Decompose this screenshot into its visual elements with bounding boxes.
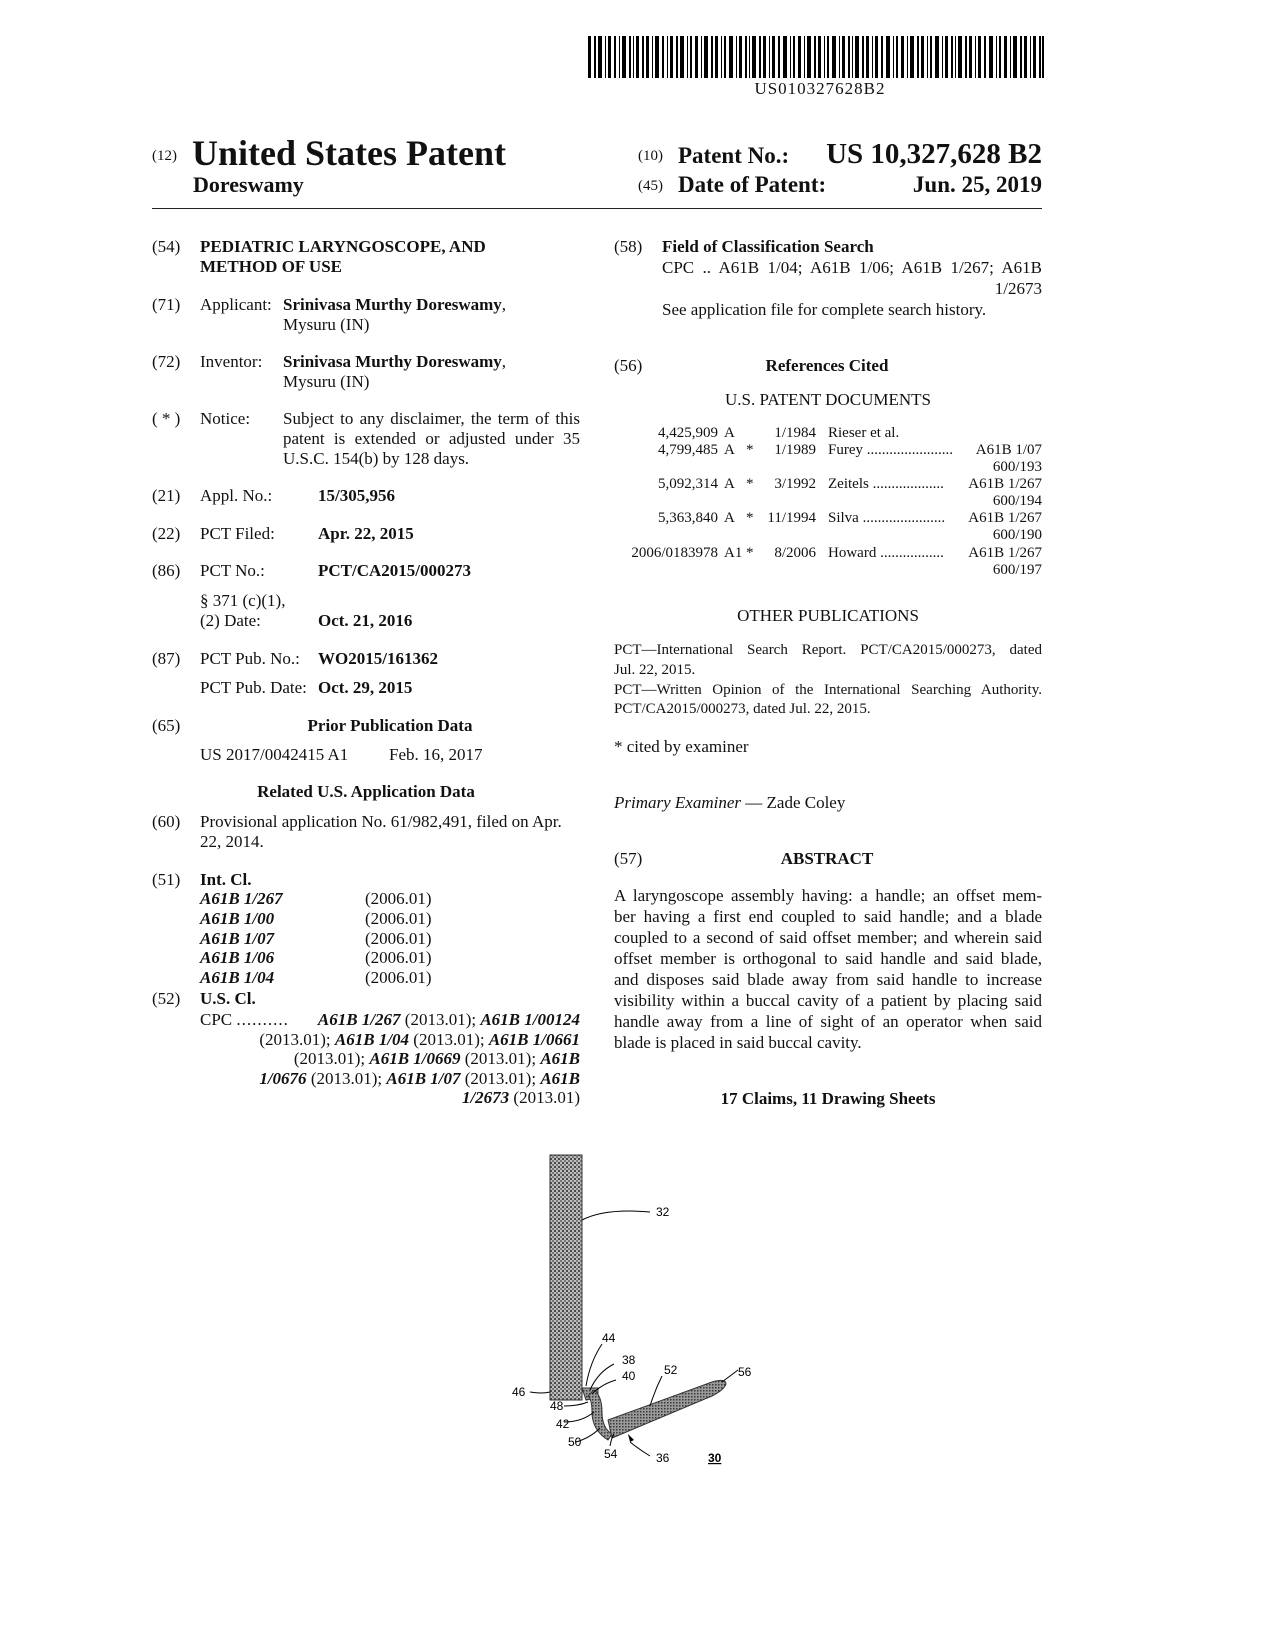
title-line-2: METHOD OF USE: [200, 257, 342, 276]
applicant-name: Srinivasa Murthy Doreswamy,: [283, 295, 507, 314]
pct-no-label: PCT No.:: [200, 561, 265, 580]
inventor-surname: Doreswamy: [193, 172, 304, 197]
ref-star: *: [746, 545, 754, 561]
us-cl-heading: U.S. Cl.: [200, 989, 256, 1008]
ref-date: 11/1994: [767, 510, 816, 526]
abstract-line: offset member is orthogonal to said handle and said blade,: [614, 949, 1042, 968]
int-cl-version: (2006.01): [365, 968, 432, 987]
abstract-line: handle away from a line of sight of an operator when said: [614, 1012, 1042, 1031]
figure-label-52: 52: [664, 1363, 678, 1377]
code-12: (12): [152, 148, 177, 164]
ref-name: Rieser et al.: [828, 425, 900, 441]
figure-label-32: 32: [656, 1205, 670, 1219]
code-65: (65): [152, 716, 181, 735]
ref-class-2: 600/190: [992, 527, 1042, 543]
ref-class-2: 600/194: [992, 493, 1042, 509]
pct-no-value: PCT/CA2015/000273: [318, 561, 471, 580]
ref-star: *: [746, 442, 754, 458]
date-label: Date of Patent:: [678, 172, 827, 197]
ref-class-2: 600/193: [992, 459, 1042, 475]
inventor-label: Inventor:: [200, 352, 263, 371]
pct-pub-date-label: PCT Pub. Date:: [200, 678, 307, 697]
barcode: [588, 36, 1044, 78]
applicant-label: Applicant:: [200, 295, 272, 314]
notice-line-1: Subject to any disclaimer, the term of this: [283, 409, 580, 428]
int-cl-class: A61B 1/04: [200, 968, 275, 987]
int-cl-version: (2006.01): [365, 909, 432, 928]
prior-pub-date: Feb. 16, 2017: [389, 745, 483, 764]
ref-number: 4,425,909: [658, 425, 718, 441]
header-divider: [152, 208, 1042, 209]
abstract-line: visibility within a buccal cavity of a patient by placing said: [614, 991, 1042, 1010]
ref-class: A61B 1/07: [975, 442, 1042, 458]
ref-date: 3/1992: [774, 476, 816, 492]
ref-number: 5,092,314: [658, 476, 718, 492]
pct-pub-date-value: Oct. 29, 2015: [318, 678, 413, 697]
code-60: (60): [152, 812, 181, 831]
abstract-heading: ABSTRACT: [780, 849, 874, 868]
code-56: (56): [614, 356, 643, 375]
pct-pub-no-label: PCT Pub. No.:: [200, 649, 300, 668]
pct-pub-no-value: WO2015/161362: [318, 649, 438, 668]
ref-star: *: [746, 510, 754, 526]
notice-line-2: patent is extended or adjusted under 35: [283, 429, 580, 448]
notice-line-3: U.S.C. 154(b) by 128 days.: [283, 449, 470, 468]
abstract-line: coupled to a second of said offset member; and wherein said: [614, 928, 1042, 947]
figure-label-44: 44: [602, 1331, 616, 1345]
provisional-line-1: Provisional application No. 61/982,491, filed on Apr.: [200, 812, 562, 831]
int-cl-version: (2006.01): [365, 889, 432, 908]
figure-label-36: 36: [656, 1451, 670, 1465]
code-51: (51): [152, 870, 181, 889]
figure-label-56: 56: [738, 1365, 752, 1379]
field-search-cpc-1: CPC .. A61B 1/04; A61B 1/06; A61B 1/267; A61B: [662, 258, 1042, 277]
prior-pub-heading: Prior Publication Data: [307, 716, 473, 735]
ref-star: *: [746, 476, 754, 492]
ref-number: 5,363,840: [658, 510, 718, 526]
document-title: United States Patent: [192, 133, 506, 173]
code-21: (21): [152, 486, 181, 505]
code-notice: ( * ): [152, 409, 181, 428]
code-22: (22): [152, 524, 181, 543]
applicant-location: Mysuru (IN): [283, 315, 370, 334]
code-87: (87): [152, 649, 181, 668]
other-pubs-heading: OTHER PUBLICATIONS: [737, 606, 919, 625]
code-72: (72): [152, 352, 181, 371]
notice-label: Notice:: [200, 409, 251, 428]
s371-date: Oct. 21, 2016: [318, 611, 413, 630]
ref-date: 1/1984: [774, 425, 816, 441]
primary-examiner: Primary Examiner — Zade Coley: [614, 793, 846, 812]
int-cl-heading: Int. Cl.: [200, 870, 252, 889]
int-cl-class: A61B 1/267: [200, 889, 283, 908]
barcode-number: US010327628B2: [754, 79, 886, 98]
code-10: (10): [638, 148, 663, 164]
ref-date: 1/1989: [774, 442, 816, 458]
figure-label-50: 50: [568, 1435, 582, 1449]
related-heading: Related U.S. Application Data: [257, 782, 475, 801]
cpc-line-5: 1/2673 (2013.01): [461, 1088, 580, 1107]
figure-label-46: 46: [512, 1385, 526, 1399]
ref-class: A61B 1/267: [968, 510, 1042, 526]
laryngoscope-figure: [490, 1150, 790, 1480]
s371-line-2: (2) Date:: [200, 611, 261, 630]
ref-number: 2006/0183978: [631, 545, 718, 561]
ref-class-2: 600/197: [992, 562, 1042, 578]
appl-no-value: 15/305,956: [318, 486, 395, 505]
ref-kind: A: [724, 476, 735, 492]
ref-name: Silva ......................: [828, 510, 946, 526]
cpc-line-4: 1/0676 (2013.01); A61B 1/07 (2013.01); A61B: [259, 1069, 580, 1088]
int-cl-version: (2006.01): [365, 929, 432, 948]
code-86: (86): [152, 561, 181, 580]
references-heading: References Cited: [765, 356, 889, 375]
cpc-line-2: (2013.01); A61B 1/04 (2013.01); A61B 1/0661: [259, 1030, 580, 1049]
cpc-line-1: CPC ..........: [200, 1010, 289, 1029]
cpc-line-1-codes: A61B 1/267 (2013.01); A61B 1/00124: [317, 1010, 580, 1029]
pct-filed-value: Apr. 22, 2015: [318, 524, 414, 543]
ref-kind: A: [724, 510, 735, 526]
patent-number: US 10,327,628 B2: [826, 138, 1042, 170]
ref-date: 8/2006: [774, 545, 816, 561]
claims-summary: 17 Claims, 11 Drawing Sheets: [720, 1089, 936, 1108]
handle: [550, 1155, 582, 1400]
other-pub-2-line-2: PCT/CA2015/000273, dated Jul. 22, 2015.: [614, 701, 871, 717]
provisional-line-2: 22, 2014.: [200, 832, 264, 851]
abstract-line: blade is placed in said buccal cavity.: [614, 1033, 862, 1052]
figure-label-30: 30: [708, 1451, 722, 1465]
abstract-line: ber having a first end coupled to said handle; and a blade: [614, 907, 1042, 926]
cpc-line-3: (2013.01); A61B 1/0669 (2013.01); A61B: [293, 1049, 580, 1068]
figure-label-38: 38: [622, 1353, 636, 1367]
field-search-note: See application file for complete search history.: [662, 300, 987, 319]
figure-label-42: 42: [556, 1417, 570, 1431]
code-45: (45): [638, 178, 663, 194]
patent-date: Jun. 25, 2019: [912, 172, 1042, 197]
int-cl-class: A61B 1/00: [200, 909, 275, 928]
other-pub-1-line-1: PCT—International Search Report. PCT/CA2015/000273, dated: [614, 642, 1042, 658]
figure-label-54: 54: [604, 1447, 618, 1461]
ref-class: A61B 1/267: [968, 476, 1042, 492]
inventor-location: Mysuru (IN): [283, 372, 370, 391]
code-71: (71): [152, 295, 181, 314]
ref-kind: A: [724, 425, 735, 441]
code-54: (54): [152, 237, 181, 256]
other-pub-1-line-2: Jul. 22, 2015.: [614, 662, 696, 678]
pct-filed-label: PCT Filed:: [200, 524, 275, 543]
int-cl-class: A61B 1/07: [200, 929, 275, 948]
abstract-line: and disposes said blade away from said handle to increase: [614, 970, 1042, 989]
cited-note: * cited by examiner: [614, 737, 749, 756]
ref-kind: A: [724, 442, 735, 458]
abstract-line: A laryngoscope assembly having: a handle; an offset mem-: [614, 886, 1042, 905]
s371-line-1: § 371 (c)(1),: [200, 591, 286, 610]
appl-no-label: Appl. No.:: [200, 486, 273, 505]
ref-number: 4,799,485: [658, 442, 718, 458]
int-cl-version: (2006.01): [365, 948, 432, 967]
title-line-1: PEDIATRIC LARYNGOSCOPE, AND: [200, 237, 486, 256]
prior-pub-no: US 2017/0042415 A1: [200, 745, 349, 764]
ref-name: Howard .................: [828, 545, 944, 561]
patent-no-label: Patent No.:: [678, 143, 790, 168]
figure-label-48: 48: [550, 1399, 564, 1413]
figure-label-40: 40: [622, 1369, 636, 1383]
blade: [608, 1380, 726, 1438]
inventor-name: Srinivasa Murthy Doreswamy,: [283, 352, 507, 371]
us-docs-heading: U.S. PATENT DOCUMENTS: [725, 390, 931, 409]
code-57: (57): [614, 849, 643, 868]
other-pub-2-line-1: PCT—Written Opinion of the International Searching Authority.: [614, 682, 1042, 698]
ref-name: Zeitels ...................: [828, 476, 944, 492]
code-52: (52): [152, 989, 181, 1008]
ref-class: A61B 1/267: [968, 545, 1042, 561]
int-cl-class: A61B 1/06: [200, 948, 275, 967]
field-search-cpc-2: 1/2673: [994, 279, 1042, 298]
ref-kind: A1: [724, 545, 743, 561]
code-58: (58): [614, 237, 643, 256]
ref-name: Furey .......................: [828, 442, 953, 458]
field-search-heading: Field of Classification Search: [662, 237, 874, 256]
